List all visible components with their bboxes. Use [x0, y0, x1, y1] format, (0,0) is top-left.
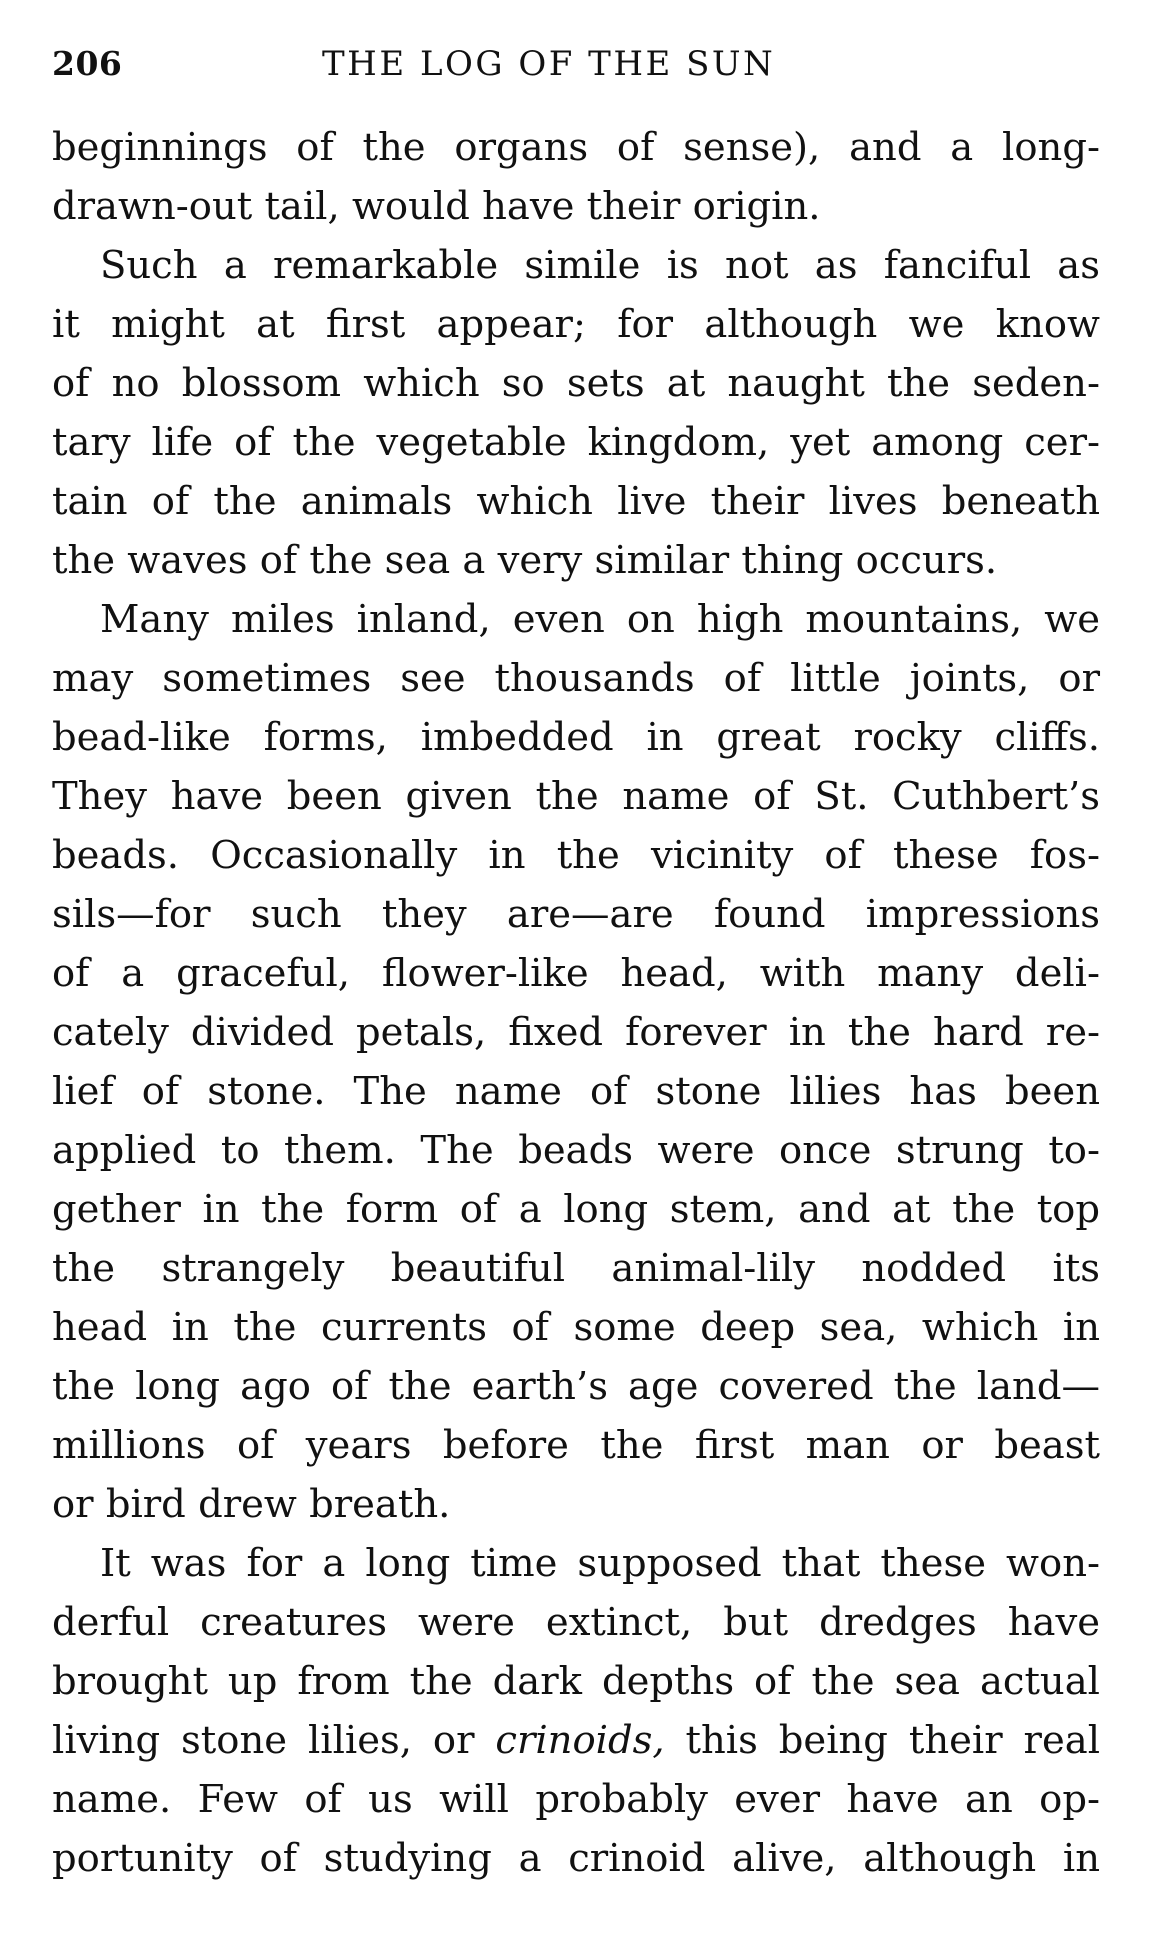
- text-line: gether in the form of a long stem, and at the top: [52, 1187, 1100, 1232]
- text-line: It was for a long time supposed that these won-: [100, 1541, 1100, 1586]
- body-text: [52, 118, 1100, 1888]
- text-line: They have been given the name of St. Cuthbert’s: [52, 774, 1100, 819]
- text-line-with-italic: [52, 1711, 1100, 1770]
- text-line: cately divided petals, fixed forever in the hard re-: [52, 1010, 1100, 1055]
- text-line: brought up from the dark depths of the sea actual: [52, 1659, 1100, 1704]
- text-segment: living stone lilies, or: [52, 1718, 496, 1763]
- text-line: applied to them. The beads were once strung to-: [52, 1128, 1100, 1173]
- text-segment: this being their real: [664, 1718, 1101, 1763]
- paragraph: [52, 236, 1100, 590]
- text-line: Such a remarkable simile is not as fanciful as: [100, 243, 1100, 288]
- text-line: head in the currents of some deep sea, which in: [52, 1305, 1100, 1350]
- text-line: the long ago of the earth’s age covered the land—: [52, 1364, 1100, 1409]
- text-line: beads. Occasionally in the vicinity of these fos-: [52, 833, 1100, 878]
- running-title: THE LOG OF THE SUN: [322, 44, 776, 84]
- page-number: 206: [52, 44, 123, 83]
- italic-term: crinoids,: [495, 1718, 665, 1763]
- text-line: may sometimes see thousands of little joints, or: [52, 656, 1100, 701]
- text-line: the strangely beautiful animal-lily nodded its: [52, 1246, 1100, 1291]
- text-line: millions of years before the first man or beast: [52, 1423, 1100, 1468]
- text-line: of a graceful, flower-like head, with many deli-: [52, 951, 1100, 996]
- text-line: it might at first appear; for although we know: [52, 302, 1100, 347]
- text-line: tary life of the vegetable kingdom, yet among cer-: [52, 420, 1100, 465]
- paragraph: [52, 118, 1100, 236]
- paragraph: [52, 1534, 1100, 1888]
- text-line: lief of stone. The name of stone lilies has been: [52, 1069, 1100, 1114]
- text-line: drawn-out tail, would have their origin.: [52, 184, 821, 229]
- text-line: the waves of the sea a very similar thing occurs.: [52, 538, 998, 583]
- text-line: of no blossom which so sets at naught the seden-: [52, 361, 1100, 406]
- text-line: sils—for such they are—are found impressions: [52, 892, 1100, 937]
- text-line: name. Few of us will probably ever have an op-: [52, 1777, 1100, 1822]
- text-line: bead-like forms, imbedded in great rocky cliffs.: [52, 715, 1100, 760]
- book-page: [52, 38, 1100, 1888]
- text-line: derful creatures were extinct, but dredges have: [52, 1600, 1100, 1645]
- text-line: beginnings of the organs of sense), and a long-: [52, 125, 1100, 170]
- text-line: or bird drew breath.: [52, 1482, 451, 1527]
- text-line: Many miles inland, even on high mountains, we: [100, 597, 1100, 642]
- text-line: portunity of studying a crinoid alive, although in: [52, 1836, 1100, 1881]
- text-line: tain of the animals which live their lives beneath: [52, 479, 1100, 524]
- paragraph: [52, 590, 1100, 1534]
- running-head: [52, 38, 1100, 98]
